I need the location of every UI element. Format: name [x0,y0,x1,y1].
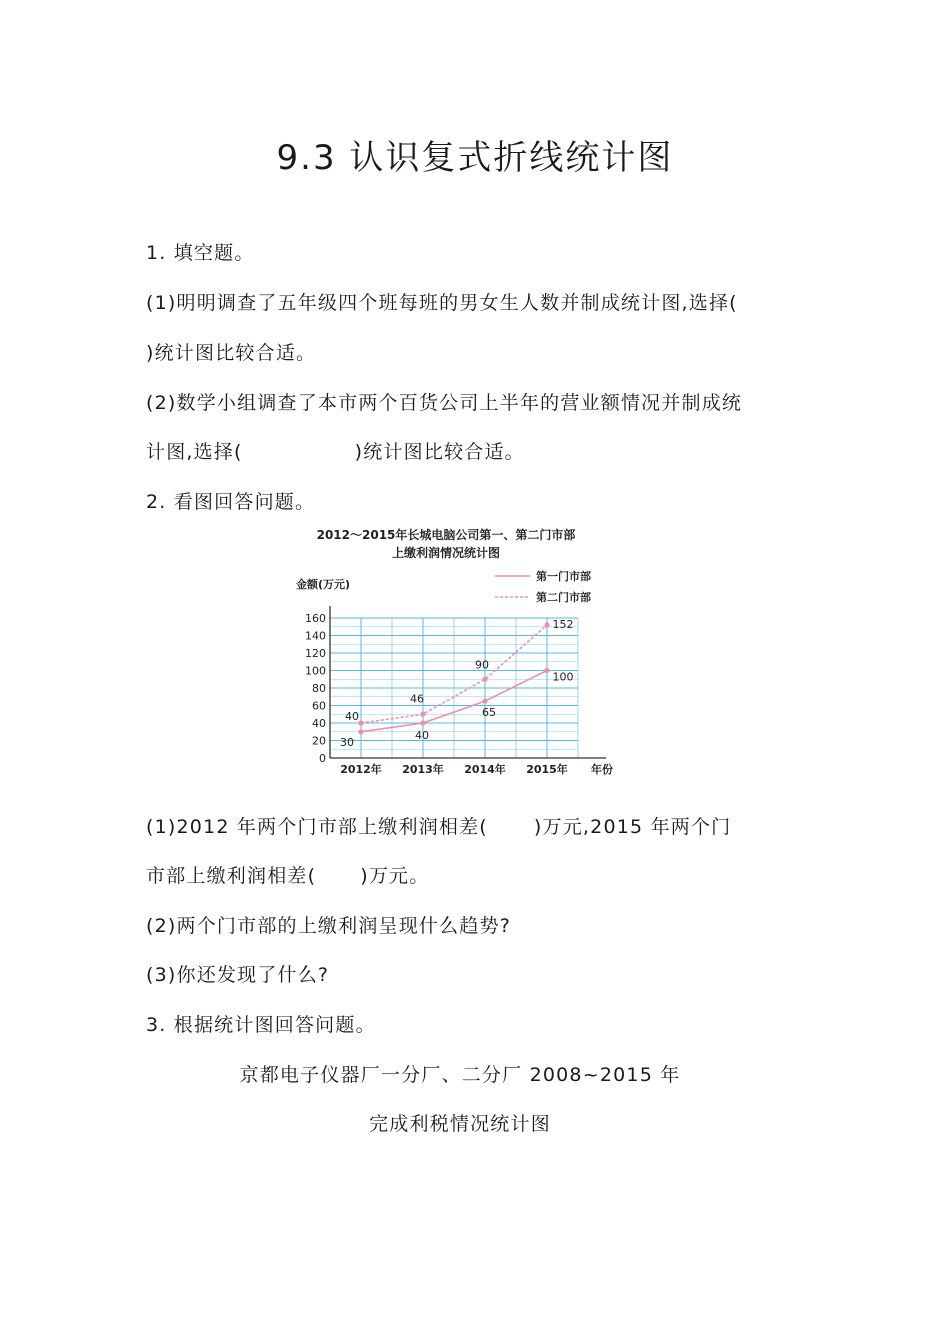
data-label: 65 [482,706,496,720]
data-point [358,729,363,734]
y-tick-label: 140 [305,629,326,643]
q2-sub1-line2 [146,861,429,888]
q1-heading: 1. 填空题。 [146,242,255,264]
y-tick-label: 20 [312,734,326,748]
data-label: 90 [475,658,489,672]
data-label: 40 [345,710,359,723]
x-tick-label: 2012年 [340,763,382,776]
q3-heading: 3. 根据统计图回答问题。 [146,1014,376,1036]
q1-part2-suffix: )统计图比较合适。 [354,441,525,463]
q1-part2-line2 [146,437,525,464]
y-tick-label: 0 [319,752,326,765]
data-label: 40 [415,729,429,742]
x-tick-label: 2014年 [464,763,506,776]
x-tick-label: 2013年 [402,763,444,776]
legend-label-1: 第一门市部 [536,570,591,583]
line-chart [280,520,640,785]
data-label: 30 [340,735,354,749]
q2-sub1-suffix: )万元,2015 年两个门 [533,816,732,838]
data-label: 152 [552,618,574,631]
q2-sub1-line1 [146,812,731,839]
y-tick-label: 160 [305,612,326,625]
q1-part1-line2: )统计图比较合适。 [146,342,317,364]
q3-chart-title-line1: 京都电子仪器厂一分厂、二分厂 2008~2015 年 [239,1064,681,1086]
y-tick-label: 40 [312,717,326,730]
q2-sub1-prefix: (1)2012 年两个门市部上缴利润相差( [146,816,488,838]
data-point [358,720,363,725]
data-label: 100 [552,670,574,684]
q1-part2-prefix: 计图,选择( [146,441,243,463]
q2-sub1b-prefix: 市部上缴利润相差( [146,865,317,887]
q1-part2-line1: (2)数学小组调查了本市两个百货公司上半年的营业额情况并制成统 [146,392,743,414]
data-point [482,677,487,682]
data-point [482,699,487,704]
data-label: 46 [410,692,424,706]
y-tick-label: 100 [305,664,326,678]
y-tick-label: 60 [312,699,326,713]
data-point [544,622,549,627]
data-point [544,668,549,673]
page-title: 9.3 认识复式折线统计图 [276,138,674,178]
y-tick-label: 120 [305,647,326,660]
legend-label-2: 第二门市部 [536,591,591,604]
q2-sub3: (3)你还发现了什么? [146,964,330,986]
q1-part1-line1: (1)明明调查了五年级四个班每班的男女生人数并制成统计图,选择( [146,292,738,314]
x-axis-label: 年份 [591,763,613,776]
y-axis-label: 金额(万元) [296,578,351,591]
chart-subtitle: 上缴利润情况统计图 [391,546,501,560]
q2-sub2: (2)两个门市部的上缴利润呈现什么趋势? [146,915,511,937]
chart-title: 2012～2015年长城电脑公司第一、第二门市部 [316,528,576,542]
q3-chart-title-line2: 完成利税情况统计图 [369,1113,551,1135]
data-point [420,712,425,717]
y-tick-label: 80 [312,682,326,695]
data-point [420,720,425,725]
x-tick-label: 2015年 [526,763,568,776]
q2-heading: 2. 看图回答问题。 [146,491,316,513]
q2-sub1b-suffix: )万元。 [360,865,430,887]
